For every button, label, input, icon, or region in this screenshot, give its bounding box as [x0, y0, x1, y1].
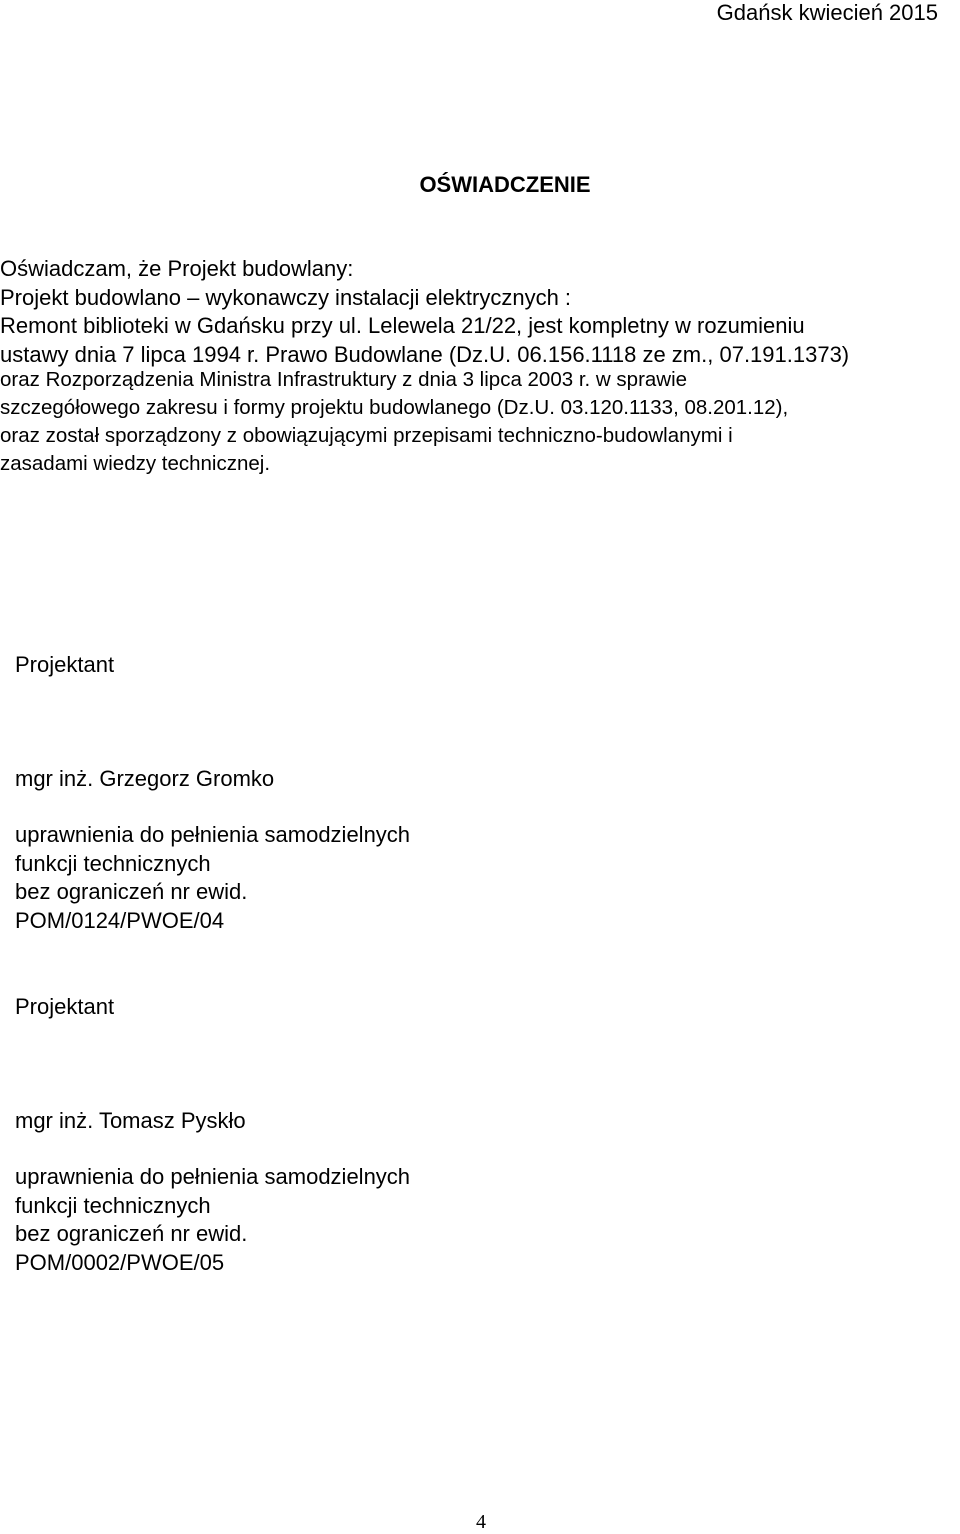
statement-intro	[0, 255, 849, 369]
permission-line: funkcji technicznych	[15, 1192, 211, 1218]
document-date: Gdańsk kwiecień 2015	[716, 0, 938, 25]
designer-role: Projektant	[15, 994, 115, 1019]
statement-line: oraz został sporządzony z obowiązującymi przepisami techniczno-budowlanymi i	[0, 424, 733, 447]
permission-line: bez ograniczeń nr ewid.	[15, 1221, 248, 1247]
permission-line: POM/0002/PWOE/05	[15, 1250, 225, 1276]
statement-line: Oświadczam, że Projekt budowlany:	[0, 256, 354, 281]
statement-line: oraz Rozporządzenia Ministra Infrastruktury z dnia 3 lipca 2003 r. w sprawie	[0, 368, 688, 391]
statement-line: zasadami wiedzy technicznej.	[0, 452, 271, 475]
document-title: OŚWIADCZENIE	[419, 172, 591, 197]
designer-role: Projektant	[15, 652, 115, 677]
designer-permissions	[15, 821, 410, 936]
statement-line: ustawy dnia 7 lipca 1994 r. Prawo Budowlane (Dz.U. 06.156.1118 ze zm., 07.191.1373)	[0, 341, 850, 367]
designer-name: mgr inż. Grzegorz Gromko	[15, 766, 275, 791]
statement-line: szczegółowego zakresu i formy projektu budowlanego (Dz.U. 03.120.1133, 08.201.12),	[0, 396, 789, 419]
permission-line: bez ograniczeń nr ewid.	[15, 879, 248, 905]
statement-line: Remont biblioteki w Gdańsku przy ul. Lelewela 21/22, jest kompletny w rozumieniu	[0, 313, 805, 338]
permission-line: funkcji technicznych	[15, 850, 211, 876]
designer-permissions	[15, 1163, 410, 1278]
statement-legal	[0, 366, 788, 478]
statement-line: Projekt budowlano – wykonawczy instalacji elektrycznych :	[0, 284, 572, 310]
permission-line: POM/0124/PWOE/04	[15, 908, 225, 934]
page-number: 4	[476, 1511, 486, 1533]
permission-line: uprawnienia do pełnienia samodzielnych	[15, 822, 411, 847]
permission-line: uprawnienia do pełnienia samodzielnych	[15, 1164, 411, 1189]
designer-name: mgr inż. Tomasz Pyskło	[15, 1108, 246, 1133]
